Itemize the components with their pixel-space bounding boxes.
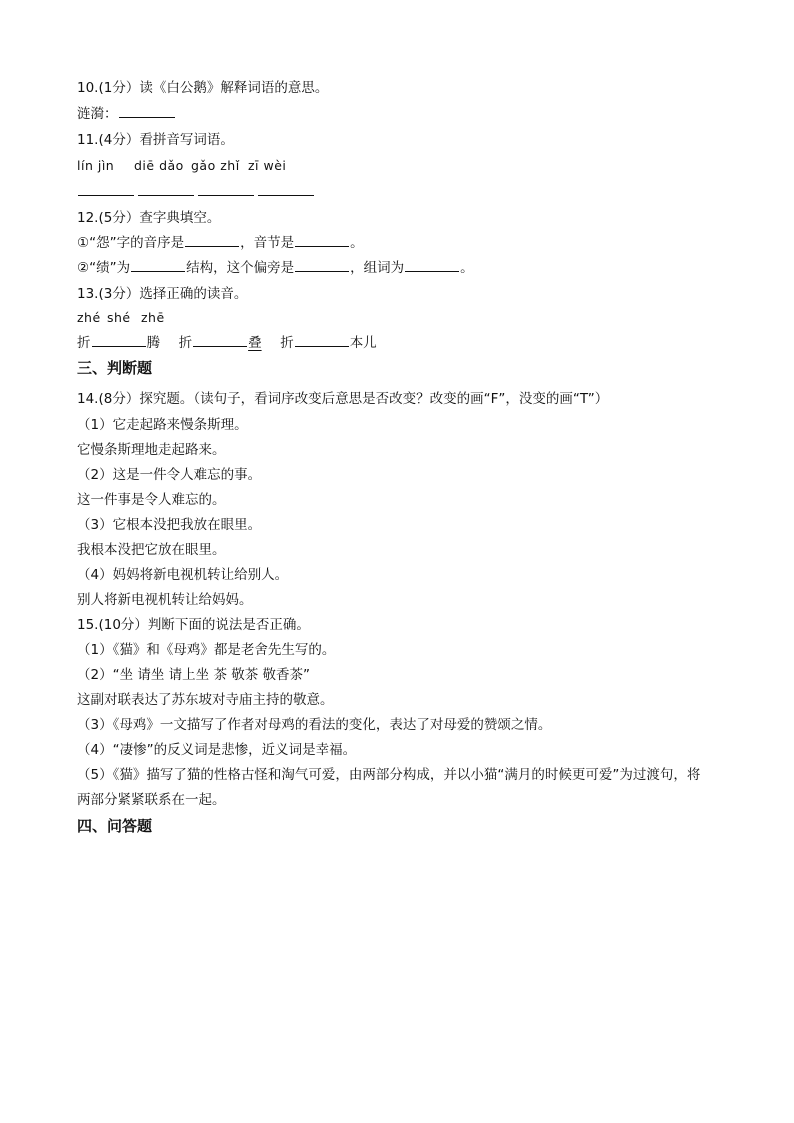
- q13-option-2: shé: [107, 310, 131, 325]
- q10-prompt: 涟漪：: [77, 106, 118, 122]
- q13-option-3: zhē: [141, 310, 165, 325]
- q14-item-4b: 别人将新电视机转让给妈妈。: [77, 592, 253, 608]
- q15-line-6: （5）《猫》描写了猫的性格古怪和淘气可爱，由两部分构成，并以小猫“满月的时候更可爱”为过渡句，将: [77, 767, 701, 783]
- q10-answer-line: [77, 102, 176, 127]
- q13-blank-2[interactable]: [193, 332, 247, 347]
- q12-blank-4[interactable]: [295, 257, 349, 272]
- q14-item-3a: （3）它根本没把我放在眼里。: [77, 517, 262, 533]
- q13-words-row: 折 腾 折 叠 折 本儿: [77, 331, 377, 356]
- q12-line-1: ①“怨”字的音序是 ，音节是 。: [77, 231, 364, 256]
- q12-blank-1[interactable]: [185, 232, 239, 247]
- q11-pinyin-2: diē dǎo: [134, 158, 184, 173]
- q12-stem: 12.(5分）查字典填空。: [77, 210, 221, 226]
- q12-blank-3[interactable]: [131, 257, 185, 272]
- q13-blank-3[interactable]: [295, 332, 349, 347]
- q11-pinyin-4: zī wèi: [248, 158, 287, 173]
- q15-line-5: （4）“凄惨”的反义词是悲惨，近义词是幸福。: [77, 742, 357, 758]
- section-3-heading: 三、判断题: [77, 359, 153, 377]
- q11-blank-1[interactable]: [78, 181, 134, 196]
- q14-item-2b: 这一件事是令人难忘的。: [77, 492, 226, 508]
- q11-pinyin-3: gǎo zhǐ: [191, 158, 240, 173]
- q12-line-2: ②“绩”为 结构，这个偏旁是 ，组词为 。: [77, 256, 474, 281]
- q13-option-1: zhé: [77, 310, 101, 325]
- q11-stem: 11.(4分）看拼音写词语。: [77, 132, 234, 148]
- q11-blank-2[interactable]: [138, 181, 194, 196]
- q14-stem: 14.(8分）探究题。（读句子，看词序改变后意思是否改变？改变的画“F”，没变的画“T”）: [77, 391, 609, 407]
- q15-line-2: （2）“坐 请坐 请上坐 茶 敬茶 敬香茶”: [77, 667, 311, 683]
- q12-blank-5[interactable]: [405, 257, 459, 272]
- q14-item-1a: （1）它走起路来慢条斯理。: [77, 417, 248, 433]
- q15-line-1: （1）《猫》和《母鸡》都是老舍先生写的。: [77, 642, 336, 658]
- section-4-heading: 四、问答题: [77, 817, 153, 835]
- q14-item-3b: 我根本没把它放在眼里。: [77, 542, 226, 558]
- q11-blanks-row: [77, 180, 317, 205]
- q13-blank-1[interactable]: [92, 332, 146, 347]
- q14-item-4a: （4）妈妈将新电视机转让给别人。: [77, 567, 289, 583]
- q13-stem: 13.(3分）选择正确的读音。: [77, 286, 248, 302]
- q10-blank[interactable]: [119, 103, 175, 118]
- q11-pinyin-row: [77, 153, 286, 178]
- q15-line-7: 两部分紧紧联系在一起。: [77, 792, 226, 808]
- q15-line-3: 这副对联表达了苏东坡对寺庙主持的敬意。: [77, 692, 334, 708]
- q10-stem: 10.(1分）读《白公鹅》解释词语的意思。: [77, 80, 329, 96]
- q11-blank-3[interactable]: [198, 181, 254, 196]
- q12-blank-2[interactable]: [295, 232, 349, 247]
- q11-pinyin-1: lín jìn: [77, 158, 115, 173]
- q14-item-2a: （2）这是一件令人难忘的事。: [77, 467, 262, 483]
- q15-line-4: （3）《母鸡》一文描写了作者对母鸡的看法的变化，表达了对母爱的赞颂之情。: [77, 717, 552, 733]
- q14-item-1b: 它慢条斯理地走起路来。: [77, 442, 226, 458]
- q15-stem: 15.(10分）判断下面的说法是否正确。: [77, 617, 310, 633]
- q11-blank-4[interactable]: [258, 181, 314, 196]
- q13-options-row: [77, 305, 165, 330]
